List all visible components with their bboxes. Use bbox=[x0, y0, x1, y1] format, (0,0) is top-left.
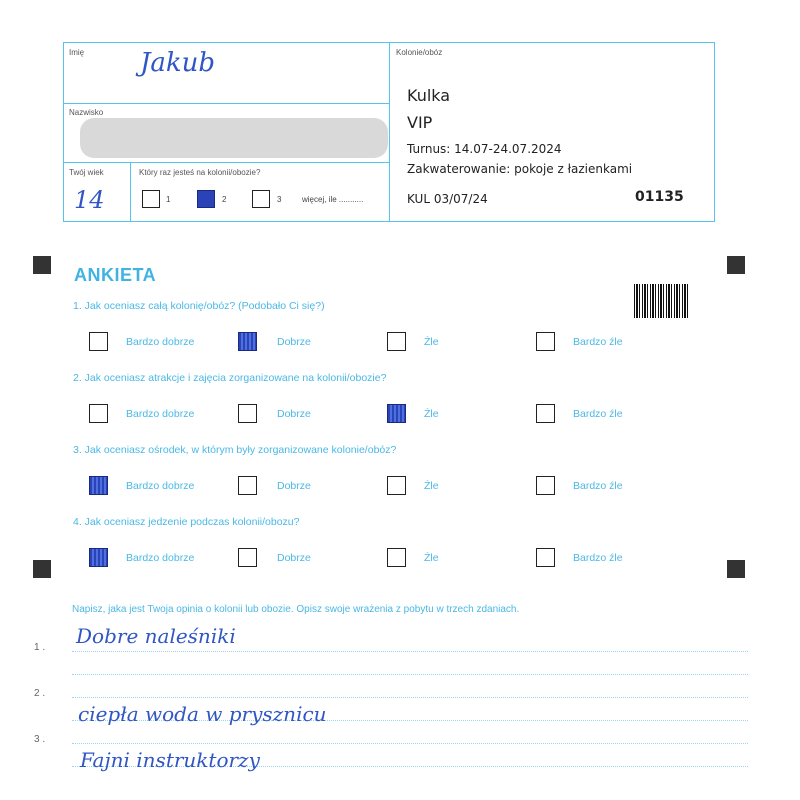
q4-checkbox-bardzo-dobrze[interactable] bbox=[89, 548, 108, 567]
answer-line bbox=[72, 697, 748, 698]
q2-option-bardzo-dobrze: Bardzo dobrze bbox=[126, 408, 195, 420]
question-1: 1. Jak oceniasz całą kolonię/obóz? (Podobało Ci się?) bbox=[73, 300, 325, 312]
q4-checkbox-zle[interactable] bbox=[387, 548, 406, 567]
question-4: 4. Jak oceniasz jedzenie podczas kolonii/obozu? bbox=[73, 516, 300, 528]
q2-option-bardzo-zle: Bardzo źle bbox=[573, 408, 623, 420]
q4-option-dobrze: Dobrze bbox=[277, 552, 311, 564]
q1-checkbox-zle[interactable] bbox=[387, 332, 406, 351]
ktory-raz-option-3: 3 bbox=[277, 195, 282, 204]
q2-checkbox-bardzo-dobrze[interactable] bbox=[89, 404, 108, 423]
form-number: 01135 bbox=[635, 189, 684, 205]
question-2: 2. Jak oceniasz atrakcje i zajęcia zorganizowane na kolonii/obozie? bbox=[73, 372, 387, 384]
ktory-raz-label: Który raz jesteś na kolonii/obozie? bbox=[139, 168, 261, 177]
wiek-label: Twój wiek bbox=[69, 168, 104, 177]
kolonia-name: Kulka bbox=[407, 86, 451, 105]
ktory-raz-option-more: więcej, ile ........... bbox=[302, 195, 364, 204]
line-number-3: 3 . bbox=[34, 734, 46, 745]
wiek-value: 14 bbox=[74, 186, 105, 214]
question-3: 3. Jak oceniasz ośrodek, w którym były zorganizowane kolonie/obóz? bbox=[73, 444, 397, 456]
q3-option-bardzo-zle: Bardzo źle bbox=[573, 480, 623, 492]
answer-3: Fajni instruktorzy bbox=[80, 748, 260, 772]
zakwaterowanie: Zakwaterowanie: pokoje z łazienkami bbox=[407, 162, 633, 176]
redacted-surname bbox=[80, 118, 388, 158]
q4-checkbox-bardzo-zle[interactable] bbox=[536, 548, 555, 567]
nazwisko-label: Nazwisko bbox=[69, 108, 104, 117]
ktory-raz-checkbox-1[interactable] bbox=[142, 190, 160, 208]
q4-option-bardzo-dobrze: Bardzo dobrze bbox=[126, 552, 195, 564]
registration-marker-tr bbox=[727, 256, 745, 274]
q1-checkbox-bardzo-zle[interactable] bbox=[536, 332, 555, 351]
registration-marker-bl bbox=[33, 560, 51, 578]
answer-line bbox=[72, 674, 748, 675]
q2-option-zle: Źle bbox=[424, 408, 439, 420]
registration-marker-br bbox=[727, 560, 745, 578]
q3-checkbox-bardzo-zle[interactable] bbox=[536, 476, 555, 495]
imie-value: Jakub bbox=[140, 48, 216, 78]
q4-option-bardzo-zle: Bardzo źle bbox=[573, 552, 623, 564]
q1-option-zle: Źle bbox=[424, 336, 439, 348]
answer-2: ciepła woda w prysznicu bbox=[78, 702, 327, 726]
q1-option-bardzo-dobrze: Bardzo dobrze bbox=[126, 336, 195, 348]
turnus: Turnus: 14.07-24.07.2024 bbox=[407, 142, 562, 156]
ktory-raz-option-2: 2 bbox=[222, 195, 227, 204]
answer-1: Dobre naleśniki bbox=[76, 624, 236, 648]
q2-checkbox-zle[interactable] bbox=[387, 404, 406, 423]
opinion-prompt: Napisz, jaka jest Twoja opinia o kolonii lub obozie. Opisz swoje wrażenia z pobytu w trzech zdaniach. bbox=[72, 604, 520, 615]
registration-marker-tl bbox=[33, 256, 51, 274]
q1-option-bardzo-zle: Bardzo źle bbox=[573, 336, 623, 348]
ktory-raz-option-1: 1 bbox=[166, 195, 171, 204]
kolonia-type: VIP bbox=[407, 113, 433, 132]
q1-option-dobrze: Dobrze bbox=[277, 336, 311, 348]
header-left-top-box bbox=[63, 42, 390, 104]
line-number-2: 2 . bbox=[34, 688, 46, 699]
q3-checkbox-dobrze[interactable] bbox=[238, 476, 257, 495]
answer-line bbox=[72, 743, 748, 744]
q2-checkbox-dobrze[interactable] bbox=[238, 404, 257, 423]
barcode bbox=[634, 284, 690, 318]
q3-checkbox-zle[interactable] bbox=[387, 476, 406, 495]
q3-checkbox-bardzo-dobrze[interactable] bbox=[89, 476, 108, 495]
q2-checkbox-bardzo-zle[interactable] bbox=[536, 404, 555, 423]
q3-option-zle: Źle bbox=[424, 480, 439, 492]
q3-option-dobrze: Dobrze bbox=[277, 480, 311, 492]
ktory-raz-checkbox-2[interactable] bbox=[197, 190, 215, 208]
imie-label: Imię bbox=[69, 48, 85, 57]
q2-option-dobrze: Dobrze bbox=[277, 408, 311, 420]
kolonia-label: Kolonie/obóz bbox=[396, 48, 443, 57]
q1-checkbox-bardzo-dobrze[interactable] bbox=[89, 332, 108, 351]
ktory-raz-checkbox-3[interactable] bbox=[252, 190, 270, 208]
line-number-1: 1 . bbox=[34, 642, 46, 653]
survey-title: ANKIETA bbox=[74, 265, 157, 285]
q4-checkbox-dobrze[interactable] bbox=[238, 548, 257, 567]
kolonia-code: KUL 03/07/24 bbox=[407, 192, 488, 206]
q4-option-zle: Źle bbox=[424, 552, 439, 564]
q1-checkbox-dobrze[interactable] bbox=[238, 332, 257, 351]
answer-line bbox=[72, 651, 748, 652]
q3-option-bardzo-dobrze: Bardzo dobrze bbox=[126, 480, 195, 492]
